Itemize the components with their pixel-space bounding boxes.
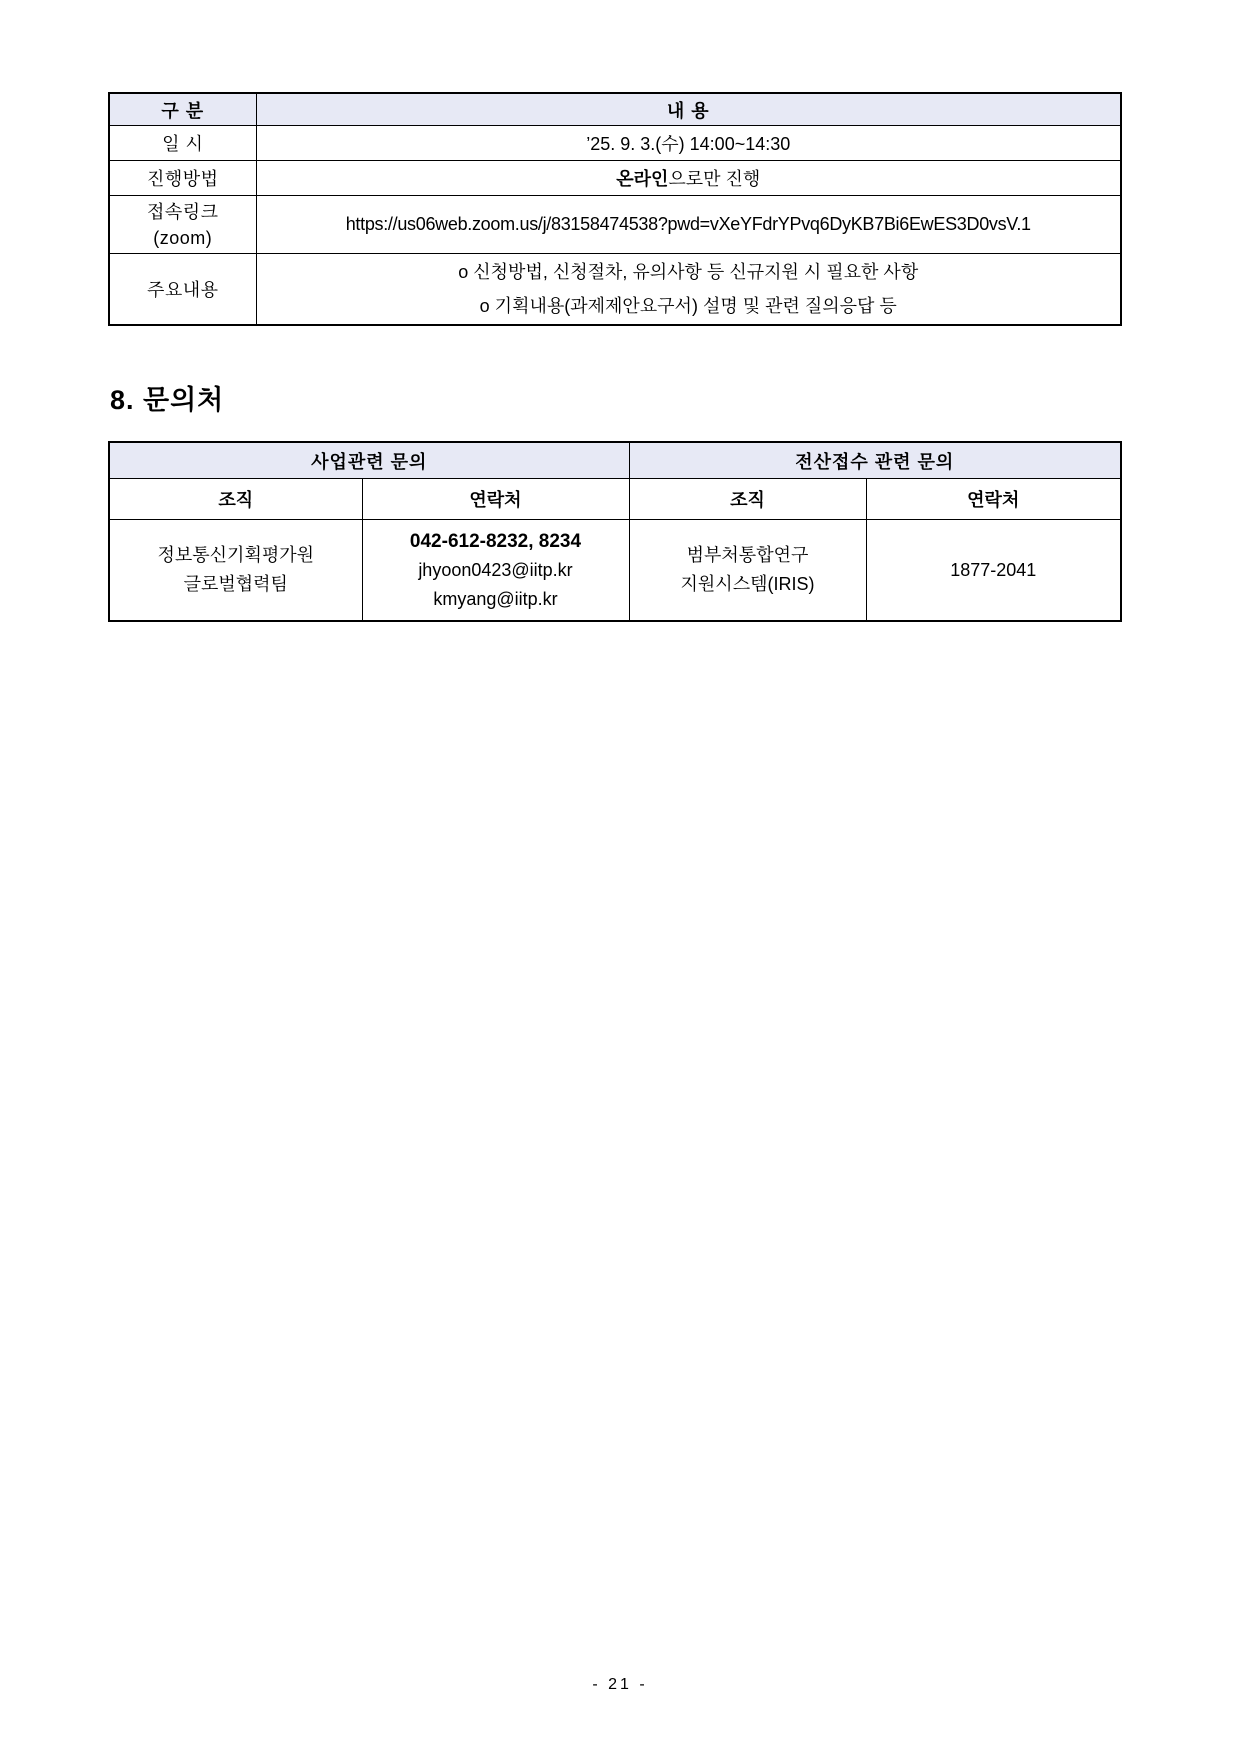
- document-content: [108, 92, 1120, 622]
- org-system: [629, 520, 866, 622]
- col-header-org-2: 조직: [629, 479, 866, 520]
- contact-column-header-row: [109, 479, 1121, 520]
- table-header-row: [109, 93, 1121, 126]
- group-header-system: 전산접수 관련 문의: [629, 442, 1121, 479]
- contact-system-phone: 1877-2041: [866, 520, 1121, 622]
- datetime-label: 일 시: [109, 126, 256, 161]
- col-header-org-1: 조직: [109, 479, 362, 520]
- method-value-bold: 온라인: [616, 169, 669, 189]
- method-value-rest: 으로만 진행: [668, 169, 761, 189]
- org-business-line2: 글로벌협력팀: [183, 574, 288, 594]
- contact-business-email1: jhyoon0423@iitp.kr: [418, 559, 573, 580]
- method-value: [256, 161, 1121, 196]
- table-row-datetime: [109, 126, 1121, 161]
- group-header-business: 사업관련 문의: [109, 442, 629, 479]
- table-row-main-content: [109, 254, 1121, 326]
- org-system-line1: 범부처통합연구: [686, 545, 809, 565]
- org-business-line1: 정보통신기획평가원: [157, 545, 314, 565]
- contact-business: [362, 520, 629, 622]
- main-content-label: 주요내용: [109, 254, 256, 326]
- contact-data-row: [109, 520, 1121, 622]
- table-row-zoom-link: [109, 196, 1121, 254]
- org-business: [109, 520, 362, 622]
- main-content-bullets: [256, 254, 1121, 326]
- zoom-link[interactable]: https://us06web.zoom.us/j/83158474538?pwd=vXeYFdrYPvq6DyKB7Bi6EwES3D0vsV.1: [256, 196, 1121, 254]
- org-system-line2: 지원시스템(IRIS): [680, 574, 815, 594]
- contact-business-email2: kmyang@iitp.kr: [433, 588, 558, 609]
- briefing-info-table: [108, 92, 1122, 326]
- contact-group-header-row: [109, 442, 1121, 479]
- bullet-item: o 신청방법, 신청절차, 유의사항 등 신규지원 시 필요한 사항: [458, 262, 919, 282]
- zoom-link-label: [109, 196, 256, 254]
- contact-business-phone: 042-612-8232, 8234: [409, 530, 582, 552]
- bullet-item: o 기획내용(과제제안요구서) 설명 및 관련 질의응답 등: [479, 296, 897, 316]
- contact-table: [108, 441, 1122, 622]
- page-number: - 21 -: [592, 1676, 648, 1693]
- col-header-contact-1: 연락처: [362, 479, 629, 520]
- header-category: 구 분: [109, 93, 256, 126]
- method-label: 진행방법: [109, 161, 256, 196]
- zoom-link-label-line1: 접속링크: [146, 201, 219, 222]
- col-header-contact-2: 연락처: [866, 479, 1121, 520]
- section-title: 8. 문의처: [110, 385, 225, 415]
- datetime-value: ’25. 9. 3.(수) 14:00~14:30: [256, 126, 1121, 161]
- table-row-method: [109, 161, 1121, 196]
- zoom-link-label-line2: (zoom): [153, 227, 213, 248]
- header-content: 내 용: [256, 93, 1121, 126]
